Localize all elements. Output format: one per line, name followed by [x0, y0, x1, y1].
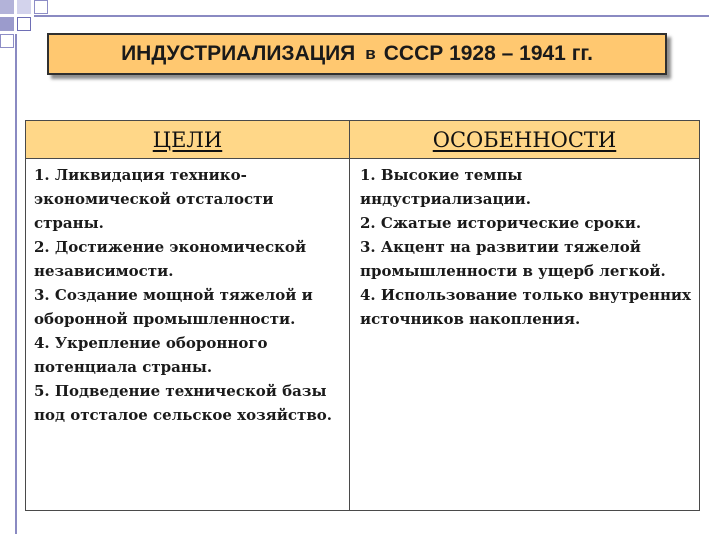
slide-title	[47, 33, 667, 75]
feature-item: 4. Использование только внутренних источников накопления.	[360, 286, 691, 328]
title-period: СССР 1928 – 1941 гг.	[383, 42, 593, 65]
title-main: ИНДУСТРИАЛИЗАЦИЯ	[121, 42, 356, 65]
goal-item: 3. Создание мощной тяжелой и оборонной промышленности.	[34, 286, 313, 328]
goal-item: 1. Ликвидация технико-экономической отсталости страны.	[34, 166, 274, 232]
feature-item: 1. Высокие темпы индустриализации.	[360, 166, 532, 208]
decor-square	[34, 0, 48, 14]
header-features: ОСОБЕННОСТИ	[350, 121, 699, 159]
features-cell	[350, 159, 699, 510]
decor-square	[0, 34, 14, 48]
decor-square	[17, 0, 31, 14]
goal-item: 2. Достижение экономической независимости.	[34, 238, 307, 280]
decor-square	[0, 0, 14, 14]
feature-item: 2. Сжатые исторические сроки.	[360, 214, 642, 232]
comparison-table	[25, 120, 700, 511]
decor-square	[17, 17, 31, 31]
decor-square	[0, 17, 14, 31]
feature-item: 3. Акцент на развитии тяжелой промышленности в ущерб легкой.	[360, 238, 666, 280]
goal-item: 5. Подведение технической базы под отсталое сельское хозяйство.	[34, 382, 332, 424]
goal-item: 4. Укрепление оборонного потенциала страны.	[34, 334, 268, 376]
decor-horizontal-line	[34, 15, 709, 17]
decor-vertical-line	[15, 34, 17, 534]
title-preposition: в	[365, 44, 376, 63]
goals-cell	[26, 159, 350, 510]
header-goals: ЦЕЛИ	[26, 121, 350, 159]
